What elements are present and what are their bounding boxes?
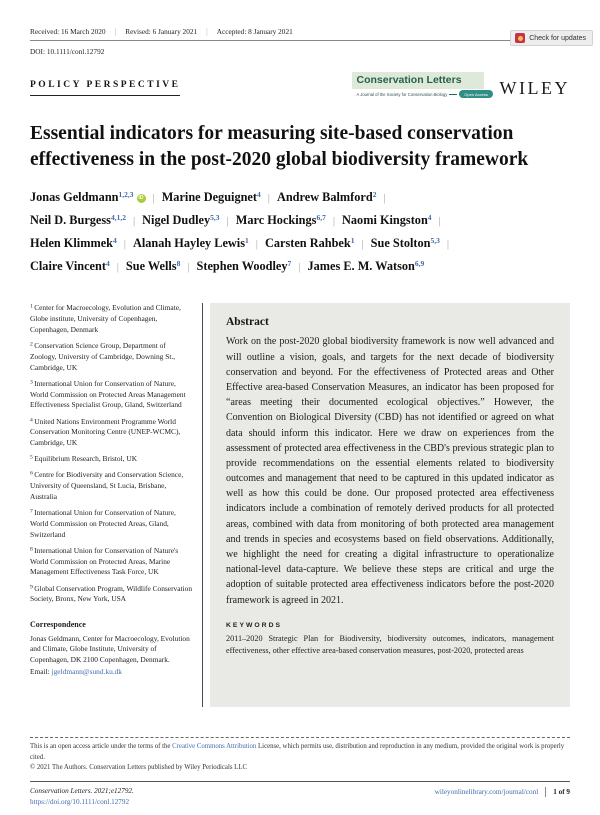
author-name: Claire Vincent$^4$ [30,258,110,273]
author-separator: | [267,192,270,205]
author-separator: | [332,215,336,228]
affiliations-column [30,303,193,707]
journal-name: Conservation Letters [352,72,484,89]
affiliation-number: 1 [30,303,35,310]
author-affiliation-sup: 1 [350,235,355,245]
open-access-badge: Open Access [459,90,493,98]
meta-separator: | [114,27,117,36]
author-name: Stephen Woodley$^7$ [196,258,292,273]
accepted-date: Accepted: 8 January 2021 [216,27,293,36]
author-name: Naomi Kingston$^4$ [342,213,432,228]
article-history [30,27,570,41]
author-name: Andrew Balmford$^2$ [276,190,377,205]
revised-date: Revised: 6 January 2021 [125,27,198,36]
correspondence-text: Jonas Geldmann, Center for Macroecology, Evolution and Climate, Globe Institute, University of Copenhagen, DK 2100 Copenhagen, Denmark. [30,633,190,665]
author-separator: | [446,237,450,250]
footer-bar [30,781,570,806]
journal-url-link[interactable]: wileyonlinelibrary.com/journal/conl [434,788,539,796]
author-affiliation-sup: 6,9 [414,258,425,268]
journal-logo [352,72,488,98]
creative-commons-link[interactable]: Creative Commons Attribution [172,743,257,751]
author-separator: | [116,260,119,273]
meta-separator: | [206,27,208,36]
logo-rule [449,94,457,95]
doi: DOI: 10.1111/conl.12792 [30,47,105,56]
author-affiliation-sup: 2 [372,190,377,200]
author-name: Nigel Dudley$^{5,3}$ [142,213,220,228]
author-affiliation-sup: 4 [257,190,261,200]
copyright-line: © 2021 The Authors. Conservation Letters published by Wiley Periodicals LLC [30,764,248,772]
author-name: Sue Stolton$^{5,3}$ [370,235,440,250]
open-access-text-pre: This is an open access article under the terms of the [30,743,173,751]
author-separator: | [226,215,229,228]
abstract-text: Work on the post-2020 global biodiversity framework is now well advanced and will outline a vision, goals, and targets for the next decade of biodiversity conservation and beyond. For the effectiveness of Protected areas and Other Effective area-based Conservation Measures, an indicator has been proposed for “areas meeting their documented ecological objectives.” However, the Convention on Biological Diversity (CBD) has not identified or agreed on what data should inform this indicator. Here we draw on experiences from the assessment of protected area effectiveness in the CBD's previous strategic plan to provide recommendations on the essential elements related to biodiversity outcomes and management that need to be captured in this updated indicator as well as how this could be done. Our proposed protected area effectiveness indicators include a combination of remotely derived products for all protected areas, combined with data from monitoring of both protected area management and trends in species and ecosystems based on field observations. Additionally, we highlight the need for creating a digital infrastructure to operationalize national-level data-capture. We believe these steps are critical and urge the adoption of suitable protected area effectiveness indicators before the post-2020 framework is agreed in 2021. [226,336,554,606]
author-affiliation-sup: 4 [113,235,117,245]
affiliation-item: $^7$ International Union for Conservation of Nature, World Commission on Protected Areas, Gland, Switzerland [30,508,176,539]
affiliation-number: 8 [30,546,35,553]
author-separator: | [152,192,155,205]
affiliation-item: $^8$ International Union for Conservation of Nature's World Commission on Protected Areas, Marine Management Effectiveness Task Force, UK [30,545,179,577]
keywords-heading: KEYWORDS [226,621,283,629]
author-affiliation-sup: 6,7 [316,213,326,223]
author-separator: | [132,215,136,228]
journal-citation: Conservation Letters. 2021;e12792. [30,787,134,795]
footer-divider [545,787,546,797]
check-for-updates-button[interactable] [510,30,593,46]
page-number: 1 of 9 [553,788,570,796]
journal-tagline: A Journal of the Society for Conservation Biology [356,91,448,97]
author-affiliation-sup: 4 [105,258,110,268]
author-separator: | [255,237,258,250]
affiliation-number: 5 [30,454,35,461]
abstract-box [210,303,570,707]
wiley-logo: WILEY [499,78,570,98]
affiliation-number: 6 [30,470,35,477]
author-name: Carsten Rahbek$^1$ [264,235,355,250]
affiliation-item: $^2$ Conservation Science Group, Department of Zoology, University of Cambridge, Downing St., Cambridge, UK [30,341,176,372]
affiliation-item: $^9$ Global Conservation Program, Wildlife Conservation Society, Bronx, New York, USA [30,583,193,604]
article-page [0,27,600,815]
author-affiliation-sup: 1 [245,235,249,245]
author-separator: | [361,237,364,250]
author-separator: | [187,260,190,273]
affiliation-number: 2 [30,341,35,348]
author-separator: | [298,260,301,273]
author-name: Marc Hockings$^{6,7}$ [235,213,326,228]
correspondence-heading: Correspondence [30,620,86,630]
author-affiliation-sup: 7 [287,258,292,268]
affiliation-number: 4 [30,417,35,424]
authors-list [30,186,570,277]
check-updates-icon [515,33,525,43]
email-label: Email: [30,666,52,676]
column-divider [202,303,203,707]
author-name: Marine Deguignet$^4$ [161,190,261,205]
email-link[interactable]: jgeldmann@sund.ku.dk [51,666,123,676]
author-name: Helen Klimmek$^4$ [30,235,117,250]
affiliation-number: 9 [30,584,35,591]
received-date: Received: 16 March 2020 [30,27,106,36]
affiliation-item: $^1$ Center for Macroecology, Evolution and Climate, Globe institute, University of Copenhagen, Copenhagen, Denmark [30,303,181,334]
abstract-heading: Abstract [226,316,269,329]
author-affiliation-sup: 4 [427,213,432,223]
doi-link[interactable]: https://doi.org/10.1111/conl.12792 [30,798,130,806]
affiliation-item: $^6$ Centre for Biodiversity and Conservation Science, University of Queensland, St Lucia, Brisbane, Australia [30,470,184,501]
open-access-text-post: License, which permits use, distribution and reproduction in any medium, provided the original work is properly cited. [30,743,565,761]
author-separator: | [383,192,386,205]
author-separator: | [438,215,441,228]
orcid-icon[interactable]: iD [138,195,144,202]
author-name: Sue Wells$^8$ [125,258,181,273]
author-name: James E. M. Watson$^{6,9}$ [307,258,425,273]
author-affiliation-sup: 4,1,2 [110,213,126,223]
keywords-text: 2011–2020 Strategic Plan for Biodiversity, biodiversity outcomes, indicators, management effectiveness, other effective area-based conservation measures, post-2020, protected areas [226,633,554,655]
author-name: Neil D. Burgess$^{4,1,2}$ [30,213,126,228]
affiliations-list [30,303,193,605]
affiliation-item: $^4$ United Nations Environment Programme World Conservation Monitoring Centre (UNEP-WCMC), Cambridge, UK [30,416,181,447]
affiliation-number: 3 [30,379,35,386]
affiliation-number: 7 [30,508,35,515]
section-label: POLICY PERSPECTIVE [30,80,180,96]
article-title: Essential indicators for measuring site-based conservation effectiveness in the post-2020 global biodiversity framework [30,123,529,170]
citation-block [30,787,134,806]
author-name: Jonas Geldmann$^{1,2,3}$ iD [30,190,144,205]
affiliation-item: $^3$ International Union for Conservation of Nature, World Commission on Protected Areas Management Effectiveness Specialist Group, Gland, Switzerland [30,378,186,410]
author-affiliation-sup: 1,2,3 [118,190,134,200]
author-name: Alanah Hayley Lewis$^1$ [132,235,249,250]
affiliation-item: $^5$ Equilibrium Research, Bristol, UK [30,454,138,464]
author-affiliation-sup: 8 [176,258,181,268]
author-affiliation-sup: 5,3 [430,235,440,245]
author-separator: | [123,237,126,250]
author-affiliation-sup: 5,3 [210,213,220,223]
open-access-note [30,737,570,774]
check-updates-label: Check for updates [529,34,586,42]
